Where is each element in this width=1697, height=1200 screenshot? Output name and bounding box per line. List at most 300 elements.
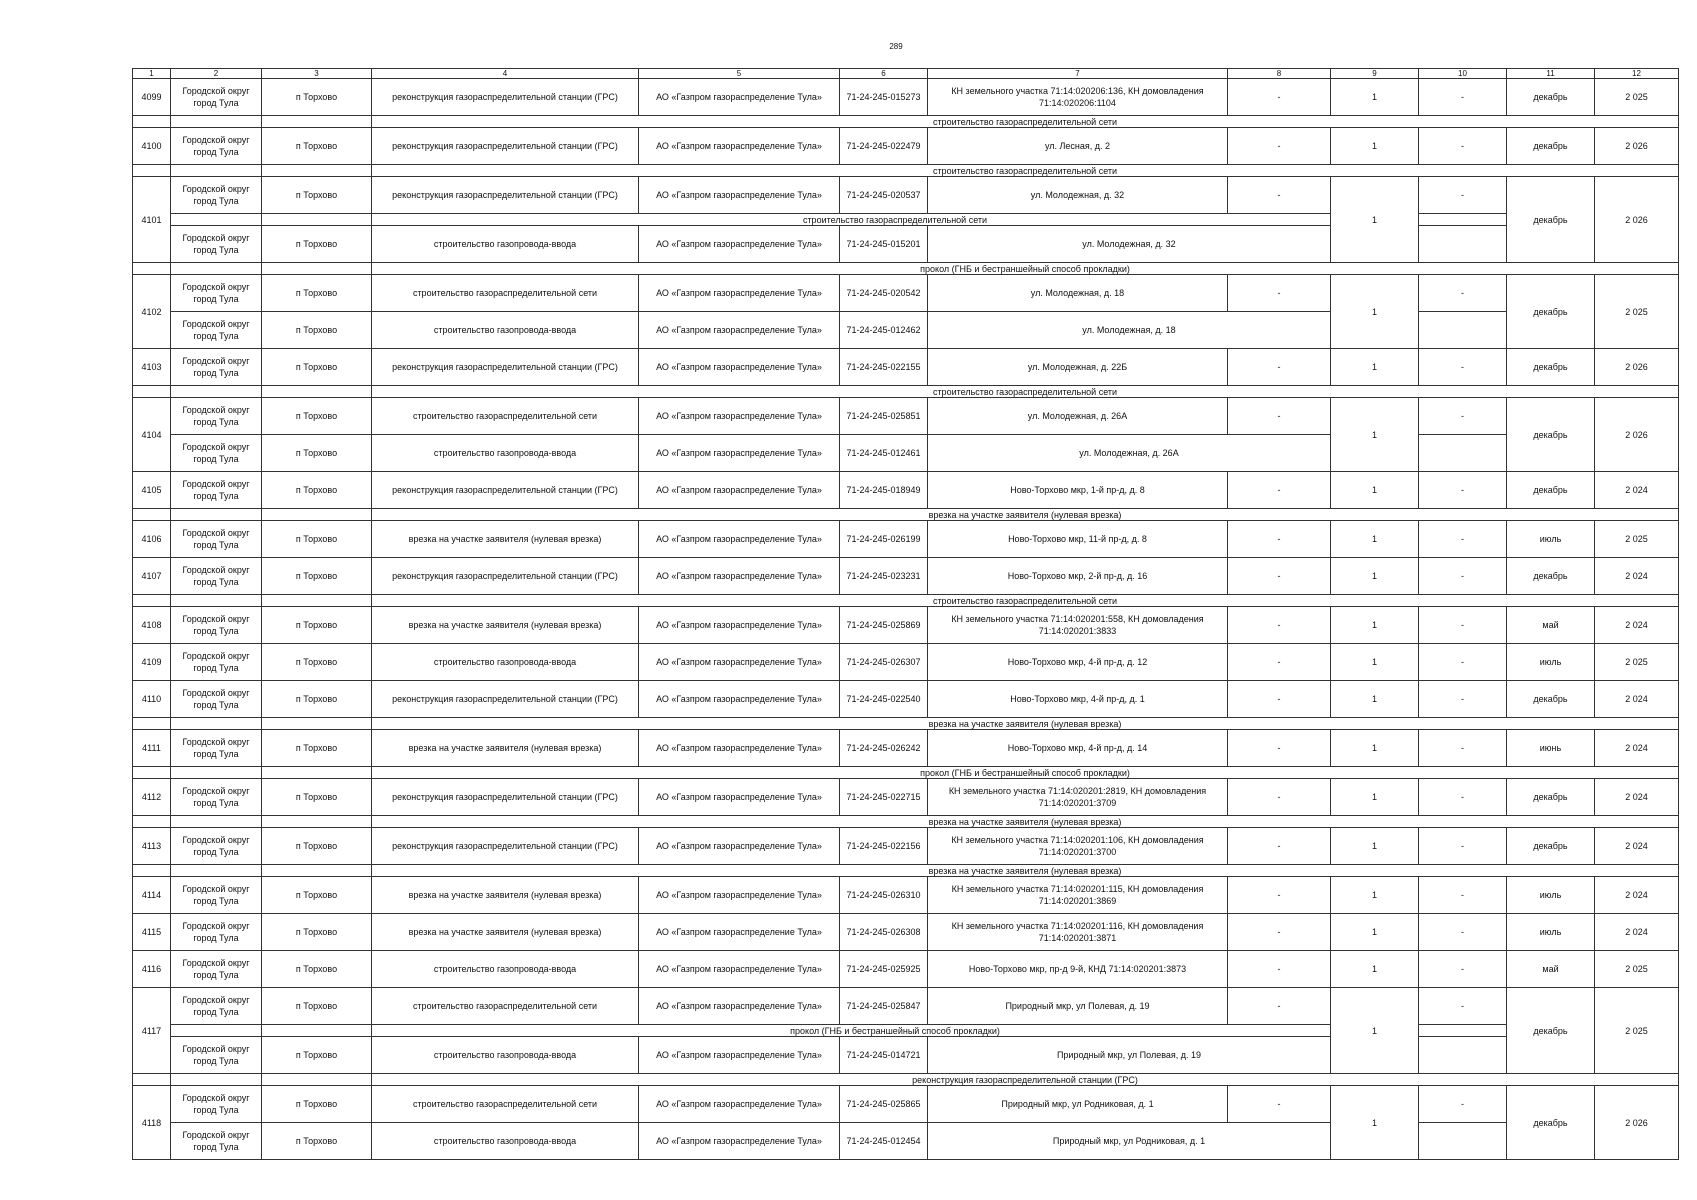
- gap-cell: [171, 865, 262, 877]
- table-row: [133, 312, 1679, 349]
- request-number-cell: 71-24-245-020537: [840, 177, 928, 214]
- gap-cell: [133, 1074, 171, 1086]
- gap-cell: [262, 116, 372, 128]
- request-number-cell: 71-24-245-012461: [840, 435, 928, 472]
- district-cell: Городской округ город Тула: [171, 226, 262, 263]
- month-cell: декабрь: [1507, 275, 1595, 349]
- page-number: 289: [889, 42, 903, 51]
- row-number-cell: 4106: [133, 521, 171, 558]
- gap-cell: [171, 595, 262, 607]
- settlement-cell: п Торхово: [262, 128, 372, 165]
- col10-cell: -: [1419, 877, 1507, 914]
- row-number-cell: 4103: [133, 349, 171, 386]
- month-cell: декабрь: [1507, 828, 1595, 865]
- address-cell: КН земельного участка 71:14:020201:106, КН домовладения 71:14:020201:3700: [928, 828, 1228, 865]
- row-number-cell: 4101: [133, 177, 171, 263]
- category-row: [133, 816, 1679, 828]
- settlement-cell: п Торхово: [262, 877, 372, 914]
- gap-cell: [262, 165, 372, 177]
- year-cell: 2 025: [1595, 951, 1679, 988]
- district-cell: Городской округ город Тула: [171, 435, 262, 472]
- work-type-cell: врезка на участке заявителя (нулевая врезка): [372, 877, 639, 914]
- year-cell: 2 024: [1595, 681, 1679, 718]
- address-cell: ул. Молодежная, д. 32: [928, 177, 1228, 214]
- district-cell: Городской округ город Тула: [171, 177, 262, 214]
- column-header: 3: [262, 69, 372, 79]
- col10-cell: [1419, 1123, 1507, 1160]
- table-row: [133, 779, 1679, 816]
- request-number-cell: 71-24-245-022156: [840, 828, 928, 865]
- work-type-cell: реконструкция газораспределительной станции (ГРС): [372, 681, 639, 718]
- settlement-cell: п Торхово: [262, 521, 372, 558]
- col8-cell: -: [1228, 558, 1331, 595]
- table-row: [133, 128, 1679, 165]
- work-type-cell: реконструкция газораспределительной станции (ГРС): [372, 128, 639, 165]
- month-cell: декабрь: [1507, 79, 1595, 116]
- month-cell: декабрь: [1507, 988, 1595, 1074]
- table-row: [133, 349, 1679, 386]
- category-label: врезка на участке заявителя (нулевая врезка): [372, 509, 1679, 521]
- col10-cell: -: [1419, 951, 1507, 988]
- col8-cell: -: [1228, 644, 1331, 681]
- district-cell: Городской округ город Тула: [171, 914, 262, 951]
- row-number-cell: 4118: [133, 1086, 171, 1160]
- work-type-cell: врезка на участке заявителя (нулевая врезка): [372, 607, 639, 644]
- gap-cell: [171, 816, 262, 828]
- settlement-cell: п Торхово: [262, 79, 372, 116]
- quantity-cell: 1: [1331, 988, 1419, 1074]
- organization-cell: АО «Газпром газораспределение Тула»: [639, 877, 840, 914]
- month-cell: май: [1507, 607, 1595, 644]
- organization-cell: АО «Газпром газораспределение Тула»: [639, 914, 840, 951]
- organization-cell: АО «Газпром газораспределение Тула»: [639, 988, 840, 1025]
- column-header: 6: [840, 69, 928, 79]
- address-cell: Природный мкр, ул Родниковая, д. 1: [928, 1086, 1228, 1123]
- col8-cell: -: [1228, 1086, 1331, 1123]
- column-header: 4: [372, 69, 639, 79]
- row-number-cell: 4116: [133, 951, 171, 988]
- category-label: прокол (ГНБ и бестраншейный способ прокладки): [372, 767, 1679, 779]
- quantity-cell: 1: [1331, 1086, 1419, 1160]
- table-row: [133, 730, 1679, 767]
- organization-cell: АО «Газпром газораспределение Тула»: [639, 1037, 840, 1074]
- district-cell: Городской округ город Тула: [171, 730, 262, 767]
- data-table: [132, 68, 1679, 1160]
- column-header: 12: [1595, 69, 1679, 79]
- quantity-cell: 1: [1331, 472, 1419, 509]
- work-type-cell: реконструкция газораспределительной станции (ГРС): [372, 79, 639, 116]
- quantity-cell: 1: [1331, 558, 1419, 595]
- row-number-cell: 4114: [133, 877, 171, 914]
- gap-cell: [262, 214, 372, 226]
- year-cell: 2 025: [1595, 275, 1679, 349]
- month-cell: май: [1507, 951, 1595, 988]
- gap-cell: [262, 1025, 372, 1037]
- request-number-cell: 71-24-245-025865: [840, 1086, 928, 1123]
- col8-cell: -: [1228, 877, 1331, 914]
- organization-cell: АО «Газпром газораспределение Тула»: [639, 177, 840, 214]
- gap-cell: [262, 865, 372, 877]
- col8-cell: -: [1228, 607, 1331, 644]
- address-cell: ул. Молодежная, д. 18: [928, 275, 1228, 312]
- month-cell: июль: [1507, 521, 1595, 558]
- address-cell: КН земельного участка 71:14:020201:2819, КН домовладения 71:14:020201:3709: [928, 779, 1228, 816]
- category-label: врезка на участке заявителя (нулевая врезка): [372, 718, 1679, 730]
- row-number-cell: 4117: [133, 988, 171, 1074]
- settlement-cell: п Торхово: [262, 275, 372, 312]
- year-cell: 2 026: [1595, 349, 1679, 386]
- quantity-cell: 1: [1331, 607, 1419, 644]
- gap-cell: [262, 767, 372, 779]
- month-cell: июль: [1507, 644, 1595, 681]
- address-cell: Ново-Торхово мкр, пр-д 9-й, КНД 71:14:020201:3873: [928, 951, 1228, 988]
- gap-cell: [262, 816, 372, 828]
- organization-cell: АО «Газпром газораспределение Тула»: [639, 435, 840, 472]
- gap-cell: [171, 263, 262, 275]
- request-number-cell: 71-24-245-012454: [840, 1123, 928, 1160]
- work-type-cell: строительство газопровода-ввода: [372, 226, 639, 263]
- organization-cell: АО «Газпром газораспределение Тула»: [639, 128, 840, 165]
- col10-cell: [1419, 1037, 1507, 1074]
- col8-cell: -: [1228, 128, 1331, 165]
- request-number-cell: 71-24-245-018949: [840, 472, 928, 509]
- address-cell: Природный мкр, ул Родниковая, д. 1: [928, 1123, 1331, 1160]
- category-label: врезка на участке заявителя (нулевая врезка): [372, 865, 1679, 877]
- year-cell: 2 026: [1595, 398, 1679, 472]
- category-row: [133, 1025, 1679, 1037]
- request-number-cell: 71-24-245-026199: [840, 521, 928, 558]
- row-number-cell: 4100: [133, 128, 171, 165]
- quantity-cell: 1: [1331, 177, 1419, 263]
- col10-cell: -: [1419, 275, 1507, 312]
- table-row: [133, 607, 1679, 644]
- district-cell: Городской округ город Тула: [171, 472, 262, 509]
- row-number-cell: 4115: [133, 914, 171, 951]
- col8-cell: -: [1228, 951, 1331, 988]
- address-cell: Ново-Торхово мкр, 4-й пр-д, д. 12: [928, 644, 1228, 681]
- address-cell: ул. Молодежная, д. 32: [928, 226, 1331, 263]
- col8-cell: -: [1228, 681, 1331, 718]
- table-row: [133, 1037, 1679, 1074]
- work-type-cell: строительство газопровода-ввода: [372, 951, 639, 988]
- settlement-cell: п Торхово: [262, 398, 372, 435]
- category-row: [133, 214, 1679, 226]
- quantity-cell: 1: [1331, 877, 1419, 914]
- year-cell: 2 026: [1595, 128, 1679, 165]
- request-number-cell: 71-24-245-026242: [840, 730, 928, 767]
- row-number-cell: 4099: [133, 79, 171, 116]
- month-cell: декабрь: [1507, 779, 1595, 816]
- gap-cell: [171, 386, 262, 398]
- settlement-cell: п Торхово: [262, 951, 372, 988]
- table-row: [133, 521, 1679, 558]
- organization-cell: АО «Газпром газораспределение Тула»: [639, 828, 840, 865]
- settlement-cell: п Торхово: [262, 1037, 372, 1074]
- table-row: [133, 79, 1679, 116]
- category-label: реконструкция газораспределительной станции (ГРС): [372, 1074, 1679, 1086]
- request-number-cell: 71-24-245-015201: [840, 226, 928, 263]
- request-number-cell: 71-24-245-025925: [840, 951, 928, 988]
- settlement-cell: п Торхово: [262, 1086, 372, 1123]
- quantity-cell: 1: [1331, 779, 1419, 816]
- quantity-cell: 1: [1331, 79, 1419, 116]
- year-cell: 2 024: [1595, 914, 1679, 951]
- col8-cell: -: [1228, 730, 1331, 767]
- gap-cell: [133, 816, 171, 828]
- category-label: строительство газораспределительной сети: [372, 214, 1419, 226]
- row-number-cell: 4109: [133, 644, 171, 681]
- work-type-cell: реконструкция газораспределительной станции (ГРС): [372, 472, 639, 509]
- year-cell: 2 024: [1595, 558, 1679, 595]
- work-type-cell: строительство газопровода-ввода: [372, 435, 639, 472]
- table-row: [133, 644, 1679, 681]
- table-row: [133, 1123, 1679, 1160]
- year-cell: 2 025: [1595, 79, 1679, 116]
- request-number-cell: 71-24-245-025851: [840, 398, 928, 435]
- request-number-cell: 71-24-245-022540: [840, 681, 928, 718]
- settlement-cell: п Торхово: [262, 1123, 372, 1160]
- gap-cell: [262, 595, 372, 607]
- category-row: [133, 767, 1679, 779]
- district-cell: Городской округ город Тула: [171, 951, 262, 988]
- category-row: [133, 509, 1679, 521]
- address-cell: КН земельного участка 71:14:020206:136, КН домовладения 71:14:020206:1104: [928, 79, 1228, 116]
- table-row: [133, 435, 1679, 472]
- category-label: прокол (ГНБ и бестраншейный способ прокладки): [372, 1025, 1419, 1037]
- gap-cell: [262, 718, 372, 730]
- gap-cell: [171, 767, 262, 779]
- settlement-cell: п Торхово: [262, 607, 372, 644]
- month-cell: декабрь: [1507, 681, 1595, 718]
- organization-cell: АО «Газпром газораспределение Тула»: [639, 558, 840, 595]
- address-cell: Ново-Торхово мкр, 2-й пр-д, д. 16: [928, 558, 1228, 595]
- organization-cell: АО «Газпром газораспределение Тула»: [639, 607, 840, 644]
- address-cell: Ново-Торхово мкр, 11-й пр-д, д. 8: [928, 521, 1228, 558]
- table-row: [133, 226, 1679, 263]
- quantity-cell: 1: [1331, 128, 1419, 165]
- col8-cell: -: [1228, 472, 1331, 509]
- request-number-cell: 71-24-245-022715: [840, 779, 928, 816]
- column-header: 8: [1228, 69, 1331, 79]
- gap-cell: [171, 214, 262, 226]
- request-number-cell: 71-24-245-022479: [840, 128, 928, 165]
- month-cell: декабрь: [1507, 349, 1595, 386]
- year-cell: 2 024: [1595, 472, 1679, 509]
- work-type-cell: врезка на участке заявителя (нулевая врезка): [372, 730, 639, 767]
- work-type-cell: строительство газопровода-ввода: [372, 1037, 639, 1074]
- table-row: [133, 951, 1679, 988]
- address-cell: ул. Лесная, д. 2: [928, 128, 1228, 165]
- work-type-cell: строительство газораспределительной сети: [372, 275, 639, 312]
- settlement-cell: п Торхово: [262, 435, 372, 472]
- month-cell: декабрь: [1507, 177, 1595, 263]
- district-cell: Городской округ город Тула: [171, 1086, 262, 1123]
- row-number-cell: 4104: [133, 398, 171, 472]
- gap-cell: [133, 767, 171, 779]
- district-cell: Городской округ город Тула: [171, 988, 262, 1025]
- work-type-cell: строительство газораспределительной сети: [372, 1086, 639, 1123]
- request-number-cell: 71-24-245-026308: [840, 914, 928, 951]
- district-cell: Городской округ город Тула: [171, 681, 262, 718]
- gap-cell: [262, 263, 372, 275]
- col10-cell: -: [1419, 607, 1507, 644]
- organization-cell: АО «Газпром газораспределение Тула»: [639, 1123, 840, 1160]
- quantity-cell: 1: [1331, 951, 1419, 988]
- year-cell: 2 025: [1595, 521, 1679, 558]
- settlement-cell: п Торхово: [262, 644, 372, 681]
- organization-cell: АО «Газпром газораспределение Тула»: [639, 349, 840, 386]
- work-type-cell: реконструкция газораспределительной станции (ГРС): [372, 828, 639, 865]
- col10-cell: -: [1419, 730, 1507, 767]
- row-number-cell: 4105: [133, 472, 171, 509]
- col10-cell: -: [1419, 558, 1507, 595]
- column-header: 7: [928, 69, 1228, 79]
- row-number-cell: 4107: [133, 558, 171, 595]
- month-cell: декабрь: [1507, 398, 1595, 472]
- quantity-cell: 1: [1331, 275, 1419, 349]
- year-cell: 2 024: [1595, 730, 1679, 767]
- col10-cell: -: [1419, 349, 1507, 386]
- month-cell: декабрь: [1507, 472, 1595, 509]
- category-row: [133, 386, 1679, 398]
- district-cell: Городской округ город Тула: [171, 1037, 262, 1074]
- address-cell: КН земельного участка 71:14:020201:558, КН домовладения 71:14:020201:3833: [928, 607, 1228, 644]
- quantity-cell: 1: [1331, 730, 1419, 767]
- settlement-cell: п Торхово: [262, 177, 372, 214]
- year-cell: 2 024: [1595, 607, 1679, 644]
- table-row: [133, 914, 1679, 951]
- column-header: 5: [639, 69, 840, 79]
- row-number-cell: 4110: [133, 681, 171, 718]
- address-cell: ул. Молодежная, д. 22Б: [928, 349, 1228, 386]
- gap-cell: [133, 865, 171, 877]
- settlement-cell: п Торхово: [262, 914, 372, 951]
- column-header: 10: [1419, 69, 1507, 79]
- settlement-cell: п Торхово: [262, 472, 372, 509]
- organization-cell: АО «Газпром газораспределение Тула»: [639, 312, 840, 349]
- category-row: [133, 865, 1679, 877]
- col8-cell: -: [1228, 349, 1331, 386]
- col10-cell: -: [1419, 128, 1507, 165]
- organization-cell: АО «Газпром газораспределение Тула»: [639, 79, 840, 116]
- column-header: 9: [1331, 69, 1419, 79]
- district-cell: Городской округ город Тула: [171, 349, 262, 386]
- year-cell: 2 026: [1595, 1086, 1679, 1160]
- col8-cell: -: [1228, 988, 1331, 1025]
- work-type-cell: реконструкция газораспределительной станции (ГРС): [372, 779, 639, 816]
- organization-cell: АО «Газпром газораспределение Тула»: [639, 1086, 840, 1123]
- col10-cell: -: [1419, 988, 1507, 1025]
- organization-cell: АО «Газпром газораспределение Тула»: [639, 398, 840, 435]
- category-row: [133, 263, 1679, 275]
- request-number-cell: 71-24-245-023231: [840, 558, 928, 595]
- district-cell: Городской округ город Тула: [171, 1123, 262, 1160]
- category-row: [133, 116, 1679, 128]
- work-type-cell: строительство газопровода-ввода: [372, 644, 639, 681]
- month-cell: июнь: [1507, 730, 1595, 767]
- month-cell: декабрь: [1507, 128, 1595, 165]
- col10-cell: [1419, 435, 1507, 472]
- organization-cell: АО «Газпром газораспределение Тула»: [639, 521, 840, 558]
- address-cell: Ново-Торхово мкр, 1-й пр-д, д. 8: [928, 472, 1228, 509]
- col10-cell: -: [1419, 177, 1507, 214]
- address-cell: ул. Молодежная, д. 18: [928, 312, 1331, 349]
- request-number-cell: 71-24-245-026310: [840, 877, 928, 914]
- request-number-cell: 71-24-245-026307: [840, 644, 928, 681]
- column-header: 11: [1507, 69, 1595, 79]
- settlement-cell: п Торхово: [262, 312, 372, 349]
- col10-cell: -: [1419, 472, 1507, 509]
- organization-cell: АО «Газпром газораспределение Тула»: [639, 730, 840, 767]
- category-label: строительство газораспределительной сети: [372, 386, 1679, 398]
- column-header: 1: [133, 69, 171, 79]
- col8-cell: -: [1228, 828, 1331, 865]
- district-cell: Городской округ город Тула: [171, 312, 262, 349]
- col10-cell: -: [1419, 644, 1507, 681]
- category-row: [133, 718, 1679, 730]
- category-label: строительство газораспределительной сети: [372, 595, 1679, 607]
- gap-cell: [133, 718, 171, 730]
- gap-cell: [171, 509, 262, 521]
- work-type-cell: реконструкция газораспределительной станции (ГРС): [372, 349, 639, 386]
- settlement-cell: п Торхово: [262, 730, 372, 767]
- row-number-cell: 4112: [133, 779, 171, 816]
- category-label: строительство газораспределительной сети: [372, 116, 1679, 128]
- work-type-cell: врезка на участке заявителя (нулевая врезка): [372, 521, 639, 558]
- request-number-cell: 71-24-245-020542: [840, 275, 928, 312]
- organization-cell: АО «Газпром газораспределение Тула»: [639, 779, 840, 816]
- col10-cell: [1419, 226, 1507, 263]
- gap-cell: [133, 263, 171, 275]
- row-number-cell: 4108: [133, 607, 171, 644]
- gap-cell: [1419, 1025, 1507, 1037]
- year-cell: 2 024: [1595, 828, 1679, 865]
- col8-cell: -: [1228, 398, 1331, 435]
- district-cell: Городской округ город Тула: [171, 558, 262, 595]
- address-cell: ул. Молодежная, д. 26А: [928, 435, 1331, 472]
- request-number-cell: 71-24-245-015273: [840, 79, 928, 116]
- gap-cell: [171, 116, 262, 128]
- year-cell: 2 025: [1595, 988, 1679, 1074]
- col10-cell: -: [1419, 828, 1507, 865]
- col10-cell: -: [1419, 914, 1507, 951]
- category-label: врезка на участке заявителя (нулевая врезка): [372, 816, 1679, 828]
- request-number-cell: 71-24-245-025847: [840, 988, 928, 1025]
- col10-cell: -: [1419, 681, 1507, 718]
- work-type-cell: врезка на участке заявителя (нулевая врезка): [372, 914, 639, 951]
- table-row: [133, 275, 1679, 312]
- gap-cell: [133, 595, 171, 607]
- table-row: [133, 1086, 1679, 1123]
- work-type-cell: реконструкция газораспределительной станции (ГРС): [372, 177, 639, 214]
- month-cell: июль: [1507, 877, 1595, 914]
- gap-cell: [262, 509, 372, 521]
- work-type-cell: строительство газораспределительной сети: [372, 988, 639, 1025]
- col8-cell: -: [1228, 275, 1331, 312]
- settlement-cell: п Торхово: [262, 558, 372, 595]
- settlement-cell: п Торхово: [262, 779, 372, 816]
- table-row: [133, 988, 1679, 1025]
- col10-cell: -: [1419, 398, 1507, 435]
- table-row: [133, 558, 1679, 595]
- month-cell: декабрь: [1507, 558, 1595, 595]
- gap-cell: [171, 718, 262, 730]
- month-cell: июль: [1507, 914, 1595, 951]
- gap-cell: [1419, 214, 1507, 226]
- table-row: [133, 828, 1679, 865]
- gap-cell: [262, 386, 372, 398]
- column-header: 2: [171, 69, 262, 79]
